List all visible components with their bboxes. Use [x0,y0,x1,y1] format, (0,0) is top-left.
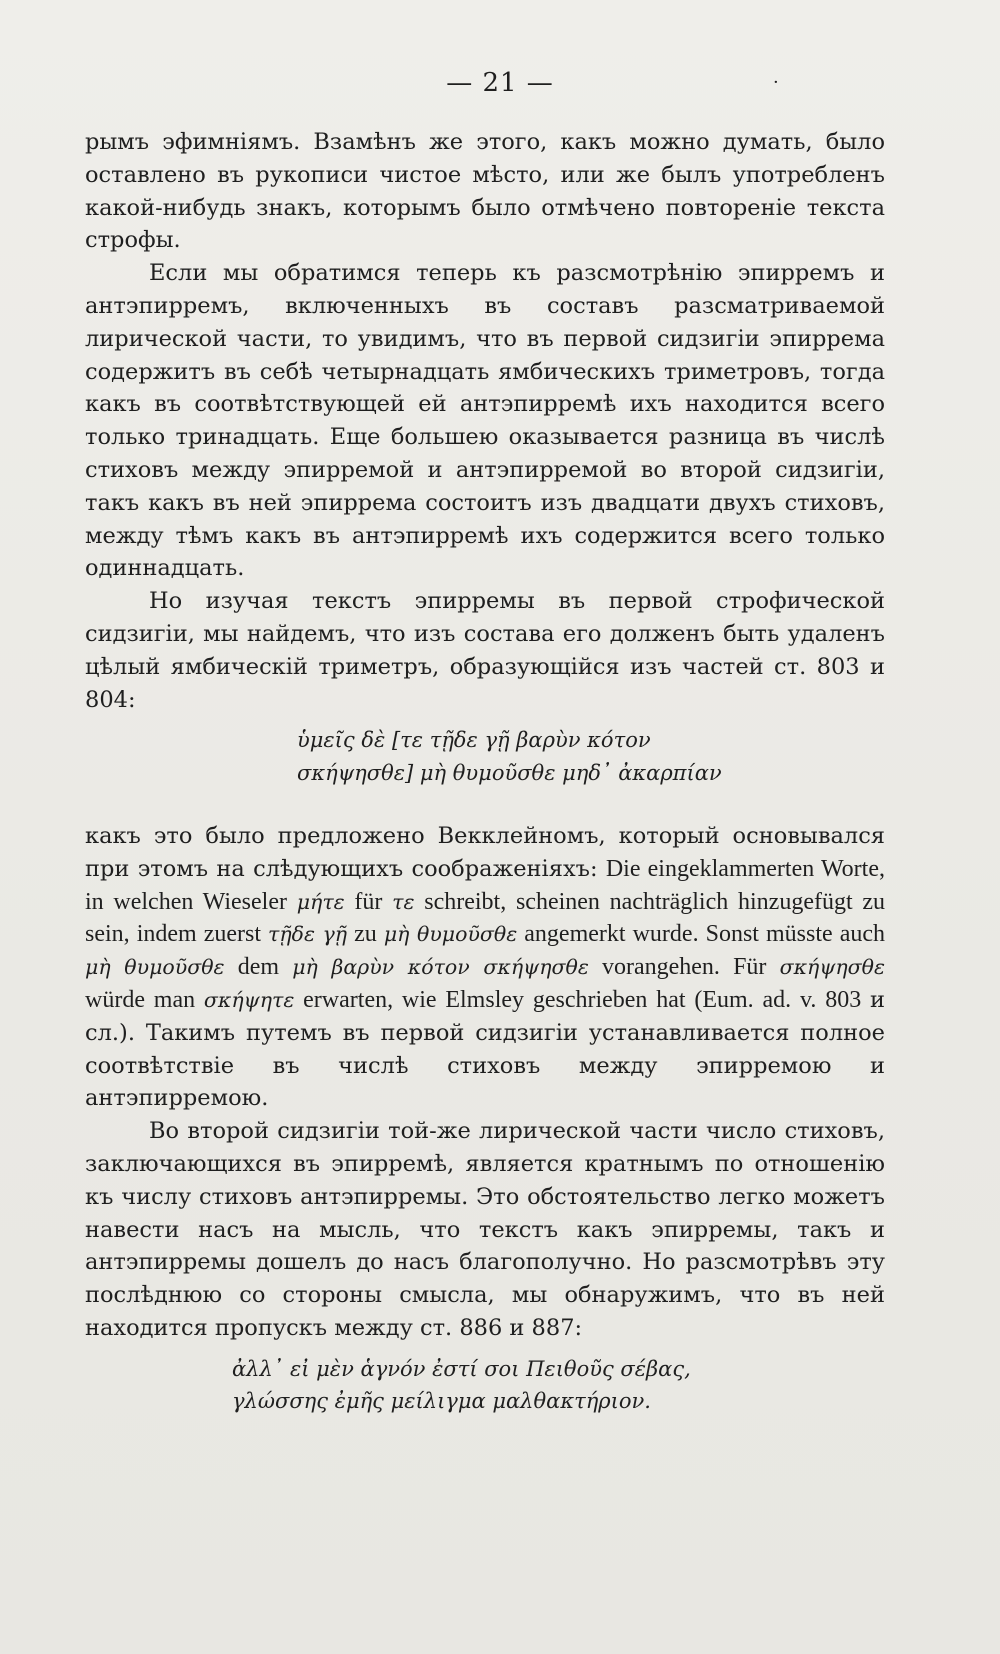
greek-word: σκήψητε [203,987,295,1012]
german-quote: dem [224,954,293,981]
german-quote: Die eingeklammerten Worte, in welchen Wieseler [85,855,885,915]
greek-quotation-2 [85,1353,885,1419]
greek-verse-line: ἀλλ᾽ εἰ μὲν ἁγνόν ἐστί σοι Πειθοῦς σέβας, [232,1356,691,1381]
greek-quotation-1 [85,724,885,790]
german-quote: erwarten, wie Elmsley geschrieben hat (Eum. ad. v. 803 [294,986,871,1013]
greek-word: μὴ θυμοῦσθε [85,955,225,980]
paragraph-2: Если мы обратимся теперь къ разсмотрѣнію эпирремъ и антэпирремъ, включенныхъ въ составъ разсматриваемой лирической части, то увидимъ, что въ первой сидзигіи эпиррема содержитъ въ себѣ четырнадцать ямбическихъ триметровъ, тогда какъ въ соотвѣтствующей ей антэпирремѣ ихъ находится всего только тринадцать. Еще большею оказывается разница въ числѣ стиховъ между эпирремой и антэпирремой во второй сидзигіи, такъ какъ въ ней эпиррема состоитъ изъ двадцати двухъ стиховъ, между тѣмъ какъ въ антэпирремѣ ихъ содержится всего только одиннадцать. [85,260,885,582]
german-quote: angemerkt wurde. Sonst müsste auch [517,921,885,948]
paragraph-1: рымъ эфимніямъ. Взамѣнъ же этого, какъ можно думать, было оставлено въ рукописи чистое мѣсто, или же былъ употребленъ какой-нибудь знакъ, которымъ было отмѣчено повтореніе текста строфы. [85,129,885,254]
paragraph-5: Во второй сидзигіи той-же лирической части число стиховъ, заключающихся въ эпирремѣ, является кратнымъ по отношенію къ числу стиховъ антэпирремы. Это обстоятельство легко можетъ навести насъ на мысль, что текстъ какъ эпирремы, такъ и антэпирремы дошелъ до насъ благополучно. Но разсмотрѣвъ эту послѣднюю со стороны смысла, мы обнаружимъ, что въ ней находится пропускъ между ст. 886 и 887: [85,1118,885,1341]
russian-text: и сл.). Такимъ путемъ въ первой сидзигіи устанавливается полное соотвѣтствіе въ числѣ стиховъ между эпирремою и антэпирремою. [85,986,886,1112]
greek-word: σκήψησθε [779,955,886,980]
greek-verse-line: γλώσσης ἐμῆς μείλιγμα μαλθακτήριον. [232,1389,651,1414]
greek-word: μήτε [296,889,345,914]
paragraph-4 [85,820,885,1115]
greek-word: μὴ θυμοῦσθε [383,922,518,947]
german-quote: für [344,888,393,915]
greek-word: τε [392,889,415,914]
page-mark: · [773,72,779,93]
greek-verse-line: σκήψησθε] μὴ θυμοῦσθε μηδ᾽ ἀκαρπίαν [297,761,722,786]
german-quote: zu [347,921,384,948]
greek-word: μὴ βαρὺν κότον σκήψησθε [292,955,589,980]
russian-text: какъ это было предложено Векклейномъ, который основывался при этомъ на слѣдующихъ соображеніяхъ: [85,822,885,882]
greek-verse-line: ὑμεῖς δὲ [τε τῇδε γῇ βαρὺν κότον [297,728,651,753]
body-text [85,126,885,1418]
german-quote: schreibt, scheinen nachträglich hinzugefügt zu sein, indem zuerst [85,888,886,948]
greek-word: τῇδε γῇ [268,922,348,947]
page-number: — 21 — [446,68,554,98]
german-quote: vorangehen. Für [588,954,780,981]
german-quote: würde man [85,986,204,1013]
paragraph-3: Но изучая текстъ эпирремы въ первой строфической сидзигіи, мы найдемъ, что изъ состава его долженъ быть удаленъ цѣлый ямбическій триметръ, образующійся изъ частей ст. 803 и 804: [85,588,885,713]
